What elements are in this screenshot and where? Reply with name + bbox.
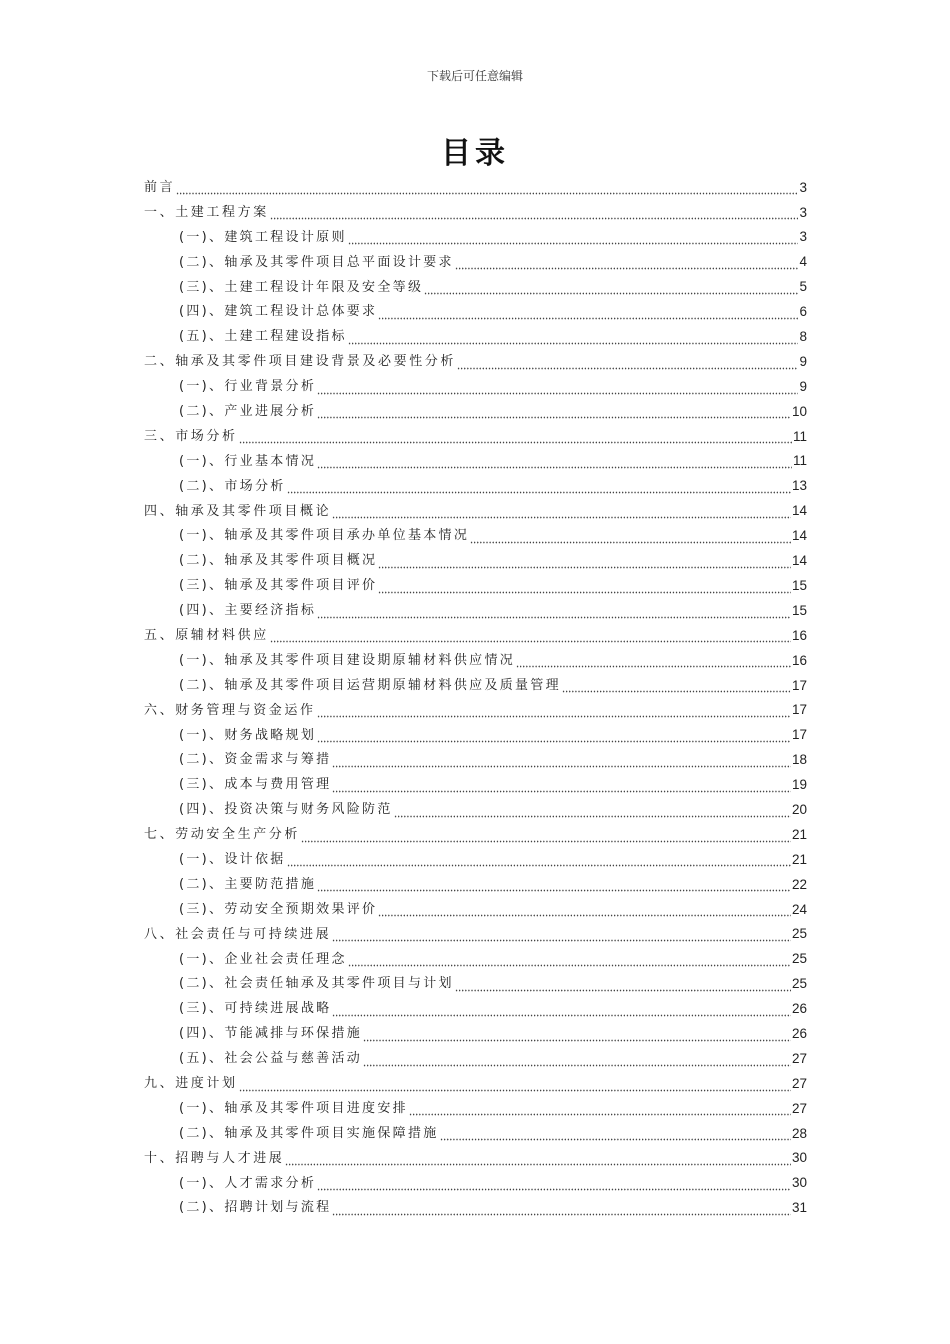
toc-subsection-entry[interactable] xyxy=(144,1096,807,1121)
toc-page-number: 22 xyxy=(791,876,807,892)
toc-entry-text: (二)、主要防范措施 xyxy=(179,876,317,892)
dot-leader xyxy=(348,235,799,245)
dot-leader xyxy=(317,708,791,718)
toc-entry-text: 二、轴承及其零件项目建设背景及必要性分析 xyxy=(144,354,457,370)
toc-entry-text: 八、社会责任与可持续进展 xyxy=(144,926,332,942)
toc-subsection-entry[interactable] xyxy=(144,648,807,673)
toc-entry-text: (五)、土建工程建设指标 xyxy=(179,329,347,345)
toc-subsection-entry[interactable] xyxy=(144,723,807,748)
dot-leader xyxy=(287,484,791,494)
toc-page-number: 6 xyxy=(799,304,807,320)
toc-entry-text: 七、劳动安全生产分析 xyxy=(144,827,301,843)
toc-entry-text: (一)、轴承及其零件项目建设期原辅材料供应情况 xyxy=(179,652,516,668)
dot-leader xyxy=(455,260,799,270)
toc-page-number: 3 xyxy=(799,229,807,245)
toc-entry-text: (一)、轴承及其零件项目进度安排 xyxy=(179,1100,408,1116)
toc-entry-text: (三)、劳动安全预期效果评价 xyxy=(179,901,378,917)
dot-leader xyxy=(317,459,792,469)
toc-subsection-entry[interactable] xyxy=(144,275,807,300)
toc-page-number: 30 xyxy=(791,1175,807,1191)
toc-entry-text: (四)、投资决策与财务风险防范 xyxy=(179,802,393,818)
dot-leader xyxy=(239,434,792,444)
toc-subsection-entry[interactable] xyxy=(144,1121,807,1146)
download-editable-note: 下载后可任意编辑 xyxy=(426,69,523,83)
toc-page-number: 8 xyxy=(799,329,807,345)
toc-section-entry[interactable] xyxy=(144,499,807,524)
toc-page-number: 15 xyxy=(791,577,807,593)
toc-page-number: 25 xyxy=(791,926,807,942)
toc-entry-text: 四、轴承及其零件项目概论 xyxy=(144,503,332,519)
dot-leader xyxy=(378,310,798,320)
toc-entry-text: (二)、轴承及其零件项目运营期原辅材料供应及质量管理 xyxy=(179,677,561,693)
toc-page-number: 14 xyxy=(791,528,807,544)
toc-subsection-entry[interactable] xyxy=(144,324,807,349)
toc-entry-text: (一)、轴承及其零件项目承办单位基本情况 xyxy=(179,528,470,544)
toc-section-entry[interactable] xyxy=(144,175,807,200)
toc-entry-text: (四)、主要经济指标 xyxy=(179,603,317,619)
dot-leader xyxy=(332,758,791,768)
toc-page-number: 11 xyxy=(792,453,807,469)
toc-section-entry[interactable] xyxy=(144,922,807,947)
toc-entry-text: (一)、财务战略规划 xyxy=(179,727,317,743)
dot-leader xyxy=(363,1057,791,1067)
dot-leader xyxy=(317,385,798,395)
toc-subsection-entry[interactable] xyxy=(144,1171,807,1196)
toc-subsection-entry[interactable] xyxy=(144,1196,807,1221)
toc-page-number: 24 xyxy=(791,901,807,917)
toc-entry-text: (三)、成本与费用管理 xyxy=(179,777,332,793)
toc-page-number: 17 xyxy=(791,677,807,693)
toc-subsection-entry[interactable] xyxy=(144,548,807,573)
toc-entry-text: (三)、可持续进展战略 xyxy=(179,1001,332,1017)
toc-section-entry[interactable] xyxy=(144,623,807,648)
toc-page-number: 16 xyxy=(791,652,807,668)
dot-leader xyxy=(270,210,799,220)
toc-entry-text: 九、进度计划 xyxy=(144,1076,238,1091)
toc-subsection-entry[interactable] xyxy=(144,897,807,922)
toc-subsection-entry[interactable] xyxy=(144,225,807,250)
toc-entry-text: (二)、产业进展分析 xyxy=(179,403,317,419)
toc-page-number: 3 xyxy=(799,204,807,220)
toc-page-number: 18 xyxy=(791,752,807,768)
toc-subsection-entry[interactable] xyxy=(144,250,807,275)
toc-subsection-entry[interactable] xyxy=(144,573,807,598)
dot-leader xyxy=(363,1032,791,1042)
toc-section-entry[interactable] xyxy=(144,424,807,449)
toc-page-number: 25 xyxy=(791,976,807,992)
toc-entry-text: (二)、招聘计划与流程 xyxy=(179,1200,332,1216)
dot-leader xyxy=(332,932,791,942)
toc-subsection-entry[interactable] xyxy=(144,399,807,424)
toc-subsection-entry[interactable] xyxy=(144,972,807,997)
toc-entry-text: 十、招聘与人才进展 xyxy=(144,1150,285,1166)
dot-leader xyxy=(332,1206,791,1216)
toc-page-number: 21 xyxy=(791,851,807,867)
dot-leader xyxy=(317,409,791,419)
toc-entry-text: (二)、资金需求与筹措 xyxy=(179,752,332,768)
toc-entry-text: (二)、轴承及其零件项目概况 xyxy=(179,553,378,569)
toc-page-number: 9 xyxy=(799,378,807,394)
toc-subsection-entry[interactable] xyxy=(144,474,807,499)
toc-page-number: 10 xyxy=(791,403,807,419)
toc-page-number: 20 xyxy=(791,801,807,817)
toc-page-number: 9 xyxy=(799,353,807,369)
toc-entry-text: 一、土建工程方案 xyxy=(144,204,269,220)
toc-page-number: 31 xyxy=(791,1200,807,1216)
toc-entry-text: (五)、社会公益与慈善活动 xyxy=(179,1051,363,1067)
toc-entry-text: 三、市场分析 xyxy=(144,428,238,444)
dot-leader xyxy=(424,285,798,295)
toc-page-number: 14 xyxy=(791,553,807,569)
toc-section-entry[interactable] xyxy=(144,1071,807,1096)
toc-entry-text: (二)、市场分析 xyxy=(179,478,286,494)
toc-subsection-entry[interactable] xyxy=(144,598,807,623)
toc-subsection-entry[interactable] xyxy=(144,1046,807,1071)
dot-leader xyxy=(317,882,791,892)
toc-subsection-entry[interactable] xyxy=(144,374,807,399)
dot-leader xyxy=(457,360,798,370)
toc-entry-text: (四)、建筑工程设计总体要求 xyxy=(179,304,378,320)
toc-subsection-entry[interactable] xyxy=(144,673,807,698)
dot-leader xyxy=(176,185,798,195)
toc-page-number: 27 xyxy=(791,1050,807,1066)
toc-entry-text: (三)、轴承及其零件项目评价 xyxy=(179,578,378,594)
toc-entry-text: (一)、设计依据 xyxy=(179,851,286,867)
toc-page-number: 28 xyxy=(791,1125,807,1141)
dot-leader xyxy=(409,1106,791,1116)
toc-entry-text: (一)、人才需求分析 xyxy=(179,1175,317,1191)
dot-leader xyxy=(317,733,791,743)
toc-subsection-entry[interactable] xyxy=(144,299,807,324)
toc-subsection-entry[interactable] xyxy=(144,1021,807,1046)
table-of-contents xyxy=(144,175,807,1220)
dot-leader xyxy=(270,633,791,643)
dot-leader xyxy=(239,1082,791,1092)
toc-subsection-entry[interactable] xyxy=(144,872,807,897)
dot-leader xyxy=(562,683,791,693)
toc-page-number: 3 xyxy=(799,179,807,195)
toc-section-entry[interactable] xyxy=(144,349,807,374)
toc-page-number: 30 xyxy=(791,1150,807,1166)
dot-leader xyxy=(287,857,791,867)
toc-subsection-entry[interactable] xyxy=(144,449,807,474)
toc-entry-text: (三)、土建工程设计年限及安全等级 xyxy=(179,279,424,295)
toc-page-number: 27 xyxy=(791,1100,807,1116)
toc-subsection-entry[interactable] xyxy=(144,947,807,972)
toc-entry-text: 六、财务管理与资金运作 xyxy=(144,702,316,718)
toc-page-number: 19 xyxy=(791,777,807,793)
toc-page-number: 27 xyxy=(791,1075,807,1091)
toc-page-number: 17 xyxy=(791,727,807,743)
toc-section-entry[interactable] xyxy=(144,1146,807,1171)
toc-entry-text: (二)、轴承及其零件项目总平面设计要求 xyxy=(179,254,454,270)
dot-leader xyxy=(378,584,791,594)
toc-entry-text: (一)、行业基本情况 xyxy=(179,453,317,469)
toc-page-number: 14 xyxy=(791,503,807,519)
toc-entry-text: (一)、建筑工程设计原则 xyxy=(179,229,347,245)
toc-page-number: 13 xyxy=(791,478,807,494)
toc-subsection-entry[interactable] xyxy=(144,747,807,772)
dot-leader xyxy=(348,335,799,345)
toc-page-number: 15 xyxy=(791,602,807,618)
toc-page-number: 26 xyxy=(791,1001,807,1017)
toc-entry-text: (一)、行业背景分析 xyxy=(179,379,317,395)
toc-section-entry[interactable] xyxy=(144,822,807,847)
toc-subsection-entry[interactable] xyxy=(144,996,807,1021)
dot-leader xyxy=(285,1156,791,1166)
toc-page-number: 16 xyxy=(791,627,807,643)
dot-leader xyxy=(348,957,791,967)
toc-entry-text: (四)、节能减排与环保措施 xyxy=(179,1026,363,1042)
toc-entry-text: (一)、企业社会责任理念 xyxy=(179,951,347,967)
dot-leader xyxy=(394,808,791,818)
toc-entry-text: (二)、轴承及其零件项目实施保障措施 xyxy=(179,1125,439,1141)
toc-section-entry[interactable] xyxy=(144,200,807,225)
toc-entry-text: 五、原辅材料供应 xyxy=(144,627,269,643)
dot-leader xyxy=(516,658,791,668)
dot-leader xyxy=(332,509,791,519)
dot-leader xyxy=(317,609,791,619)
toc-entry-text: 前言 xyxy=(144,179,176,195)
toc-entry-text: (二)、社会责任轴承及其零件项目与计划 xyxy=(179,976,454,992)
toc-page-number: 25 xyxy=(791,951,807,967)
dot-leader xyxy=(455,982,791,992)
toc-page-number: 4 xyxy=(799,254,807,270)
toc-subsection-entry[interactable] xyxy=(144,772,807,797)
dot-leader xyxy=(378,907,791,917)
toc-page-number: 11 xyxy=(792,428,807,444)
toc-section-entry[interactable] xyxy=(144,698,807,723)
toc-subsection-entry[interactable] xyxy=(144,847,807,872)
dot-leader xyxy=(301,833,791,843)
dot-leader xyxy=(317,1181,791,1191)
toc-subsection-entry[interactable] xyxy=(144,523,807,548)
toc-subsection-entry[interactable] xyxy=(144,797,807,822)
dot-leader xyxy=(378,559,791,569)
dot-leader xyxy=(332,783,791,793)
toc-title: 目录 xyxy=(441,136,509,171)
toc-page-number: 17 xyxy=(791,702,807,718)
toc-page-number: 5 xyxy=(799,279,807,295)
dot-leader xyxy=(440,1131,791,1141)
dot-leader xyxy=(470,534,791,544)
toc-page-number: 26 xyxy=(791,1025,807,1041)
toc-page-number: 21 xyxy=(791,826,807,842)
dot-leader xyxy=(332,1007,791,1017)
